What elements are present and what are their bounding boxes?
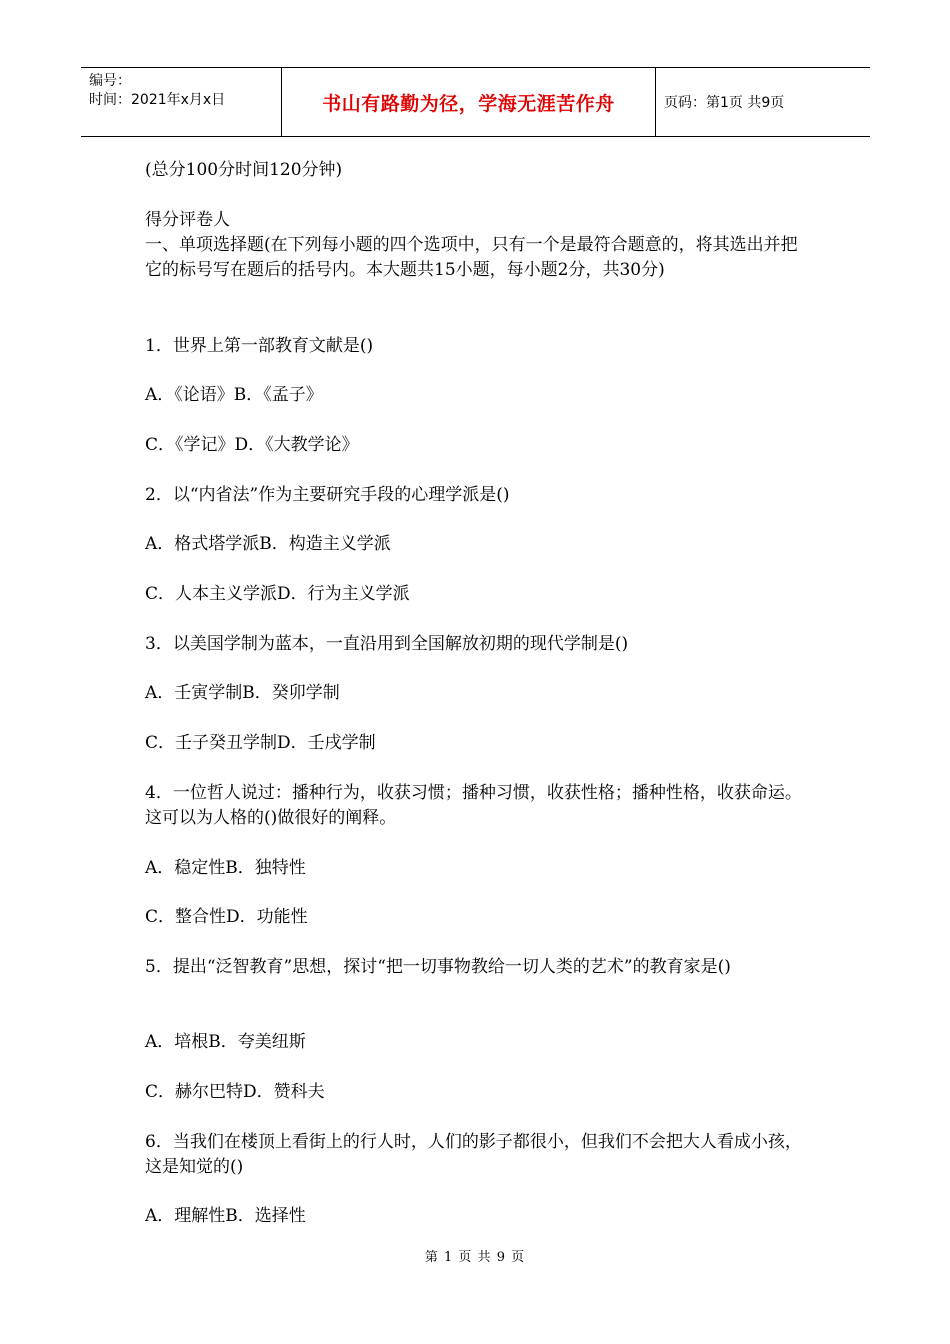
- page-footer: 第 1 页 共 9 页: [424, 1250, 526, 1265]
- question-options: C．整合性D．功能性: [145, 907, 308, 927]
- question-options: A．培根B．夸美纽斯: [145, 1032, 306, 1052]
- question-options: A．壬寅学制B．癸卯学制: [145, 683, 340, 703]
- question-options: C．《学记》D．《大教学论》: [145, 435, 359, 455]
- question-options: C．壬子癸丑学制D．壬戌学制: [145, 733, 376, 753]
- header-meta: [81, 68, 282, 136]
- question-stem: 5．提出“泛智教育”思想，探讨“把一切事物教给一切人类的艺术”的教育家是(): [145, 957, 731, 977]
- question-stem: 1．世界上第一部教育文献是(): [145, 336, 374, 356]
- motto: 书山有路勤为径，学海无涯苦作舟: [282, 68, 656, 136]
- question-options: A．理解性B．选择性: [145, 1206, 306, 1226]
- question-stem: 4．一位哲人说过：播种行为，收获习惯；播种习惯，收获性格；播种性格，收获命运。这可以为人格的()做很好的阐释。: [145, 783, 802, 828]
- serial-number-label: 编号：: [89, 73, 131, 89]
- question-options: C．人本主义学派D．行为主义学派: [145, 584, 410, 604]
- question-stem: 3．以美国学制为蓝本，一直沿用到全国解放初期的现代学制是(): [145, 634, 629, 654]
- question-stem: 6．当我们在楼顶上看街上的行人时，人们的影子都很小，但我们不会把大人看成小孩，这是知觉的(): [145, 1132, 802, 1177]
- question-options: A．《论语》B．《孟子》: [145, 385, 323, 405]
- question-options: A．格式塔学派B．构造主义学派: [145, 534, 391, 554]
- score-time-note: (总分100分时间120分钟): [145, 160, 343, 180]
- question-stem: 2．以“内省法”作为主要研究手段的心理学派是(): [145, 485, 510, 505]
- section-title: 一、单项选择题(在下列每小题的四个选项中，只有一个是最符合题意的，将其选出并把它的标号写在题后的括号内。本大题共15小题，每小题2分，共30分): [145, 235, 798, 280]
- document-header: [81, 67, 870, 137]
- date-label: 时间：2021年x月x日: [89, 92, 226, 108]
- grader-label: 得分评卷人: [145, 210, 230, 230]
- question-options: A．稳定性B．独特性: [145, 858, 306, 878]
- header-page-label: 页码：第1页 共9页: [664, 95, 785, 111]
- question-options: C．赫尔巴特D．赞科夫: [145, 1082, 325, 1102]
